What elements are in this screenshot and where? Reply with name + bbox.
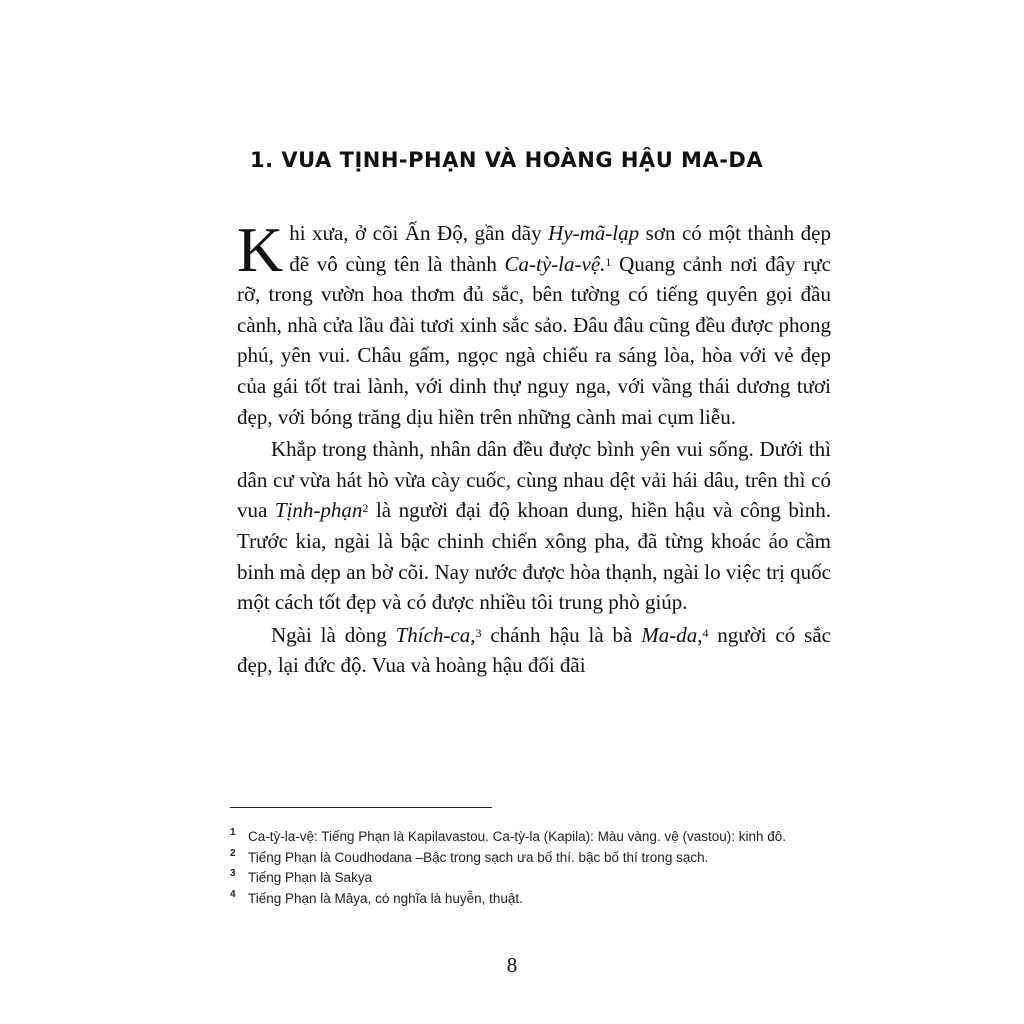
footnote-item — [230, 828, 820, 846]
person-name: Tịnh-phạn — [274, 498, 363, 523]
drop-cap: K — [237, 214, 284, 285]
chapter-title: 1. VUA TỊNH-PHẠN VÀ HOÀNG HẬU MA-DA — [250, 148, 764, 172]
person-name: Thích-ca, — [395, 622, 476, 647]
footnote-text: Ca-tỳ-la-vệ: Tiếng Phạn là Kapilavastou. Ca-tỳ-la (Kapila): Màu vàng. vệ (vastou): kinh đô. — [248, 829, 787, 844]
footnote-number: 2 — [230, 847, 236, 859]
footnote-divider — [230, 807, 492, 808]
place-name: Ca-tỳ-la-vệ. — [504, 251, 606, 276]
paragraph-text: Khắp trong thành, nhân dân đều được bình yên vui sống. Dưới thì dân cư vừa hát hò vừa cày cuốc, cùng nhau dệt vải hái dâu, trên thì có vua — [237, 437, 831, 523]
paragraph-text: Quang cảnh nơi đây rực rỡ, trong vườn hoa thơm đủ sắc, bên tường có tiếng quyên gọi đầu cành, nhà cửa lầu đài tươi xinh sắc sảo. Đâu đâu cũng đều được phong phú, yên vui. Châu gấm, ngọc ngà chiếu ra sáng lòa, hòa với vẻ đẹp của gái tốt trai lành, với dinh thự nguy nga, với vầng thái dương tươi đẹp, với bóng trăng dịu hiền trên những cành mai cụm liễu. — [237, 251, 831, 429]
footnote-number: 4 — [230, 888, 236, 900]
footnotes — [230, 828, 820, 910]
paragraph-1 — [237, 214, 831, 432]
paragraph-2 — [237, 434, 831, 618]
place-name: Hy-mã-lạp — [548, 221, 640, 245]
paragraph-3 — [237, 620, 831, 681]
footnote-item — [230, 849, 820, 867]
footnote-text: Tiếng Phạn là Sakya — [248, 870, 373, 885]
footnote-ref: 4 — [702, 625, 709, 640]
footnote-text: Tiếng Phạn là Mâya, có nghĩa là huyễn, thuật. — [248, 890, 523, 906]
footnote-ref: 3 — [475, 625, 482, 640]
paragraph-text: chánh hậu là bà — [481, 622, 642, 647]
paragraph-text: người có sắc đẹp, lại đức độ. Vua và hoàng hậu đối đãi — [237, 622, 831, 678]
footnote-ref: 2 — [362, 501, 369, 516]
footnote-item — [230, 890, 820, 908]
person-name: Ma-da, — [641, 622, 703, 647]
footnote-item — [230, 869, 820, 887]
footnote-ref: 1 — [605, 254, 612, 269]
paragraph-text: sơn có một thành đẹp đẽ vô cùng tên là thành — [289, 221, 831, 276]
footnote-text: Tiếng Phạn là Coudhodana –Bậc trong sạch ưa bố thí. bậc bố thí trong sạch. — [248, 849, 709, 865]
footnote-number: 1 — [230, 827, 236, 838]
page-number: 8 — [506, 953, 518, 977]
paragraph-text: hi xưa, ở cõi Ấn Độ, gần dãy — [289, 221, 549, 245]
paragraph-text: Ngài là dòng — [271, 622, 396, 647]
paragraph-text: là người đại độ khoan dung, hiền hậu và công bình. Trước kia, ngài là bậc chinh chiến xông pha, đã từng khoác áo cầm binh mà dẹp an bờ cõi. Nay nước được hòa thạnh, ngài lo việc trị quốc một cách tốt đẹp và có được nhiều tôi trung phò giúp. — [237, 498, 831, 615]
body-text — [237, 214, 831, 681]
footnote-number: 3 — [230, 868, 236, 879]
